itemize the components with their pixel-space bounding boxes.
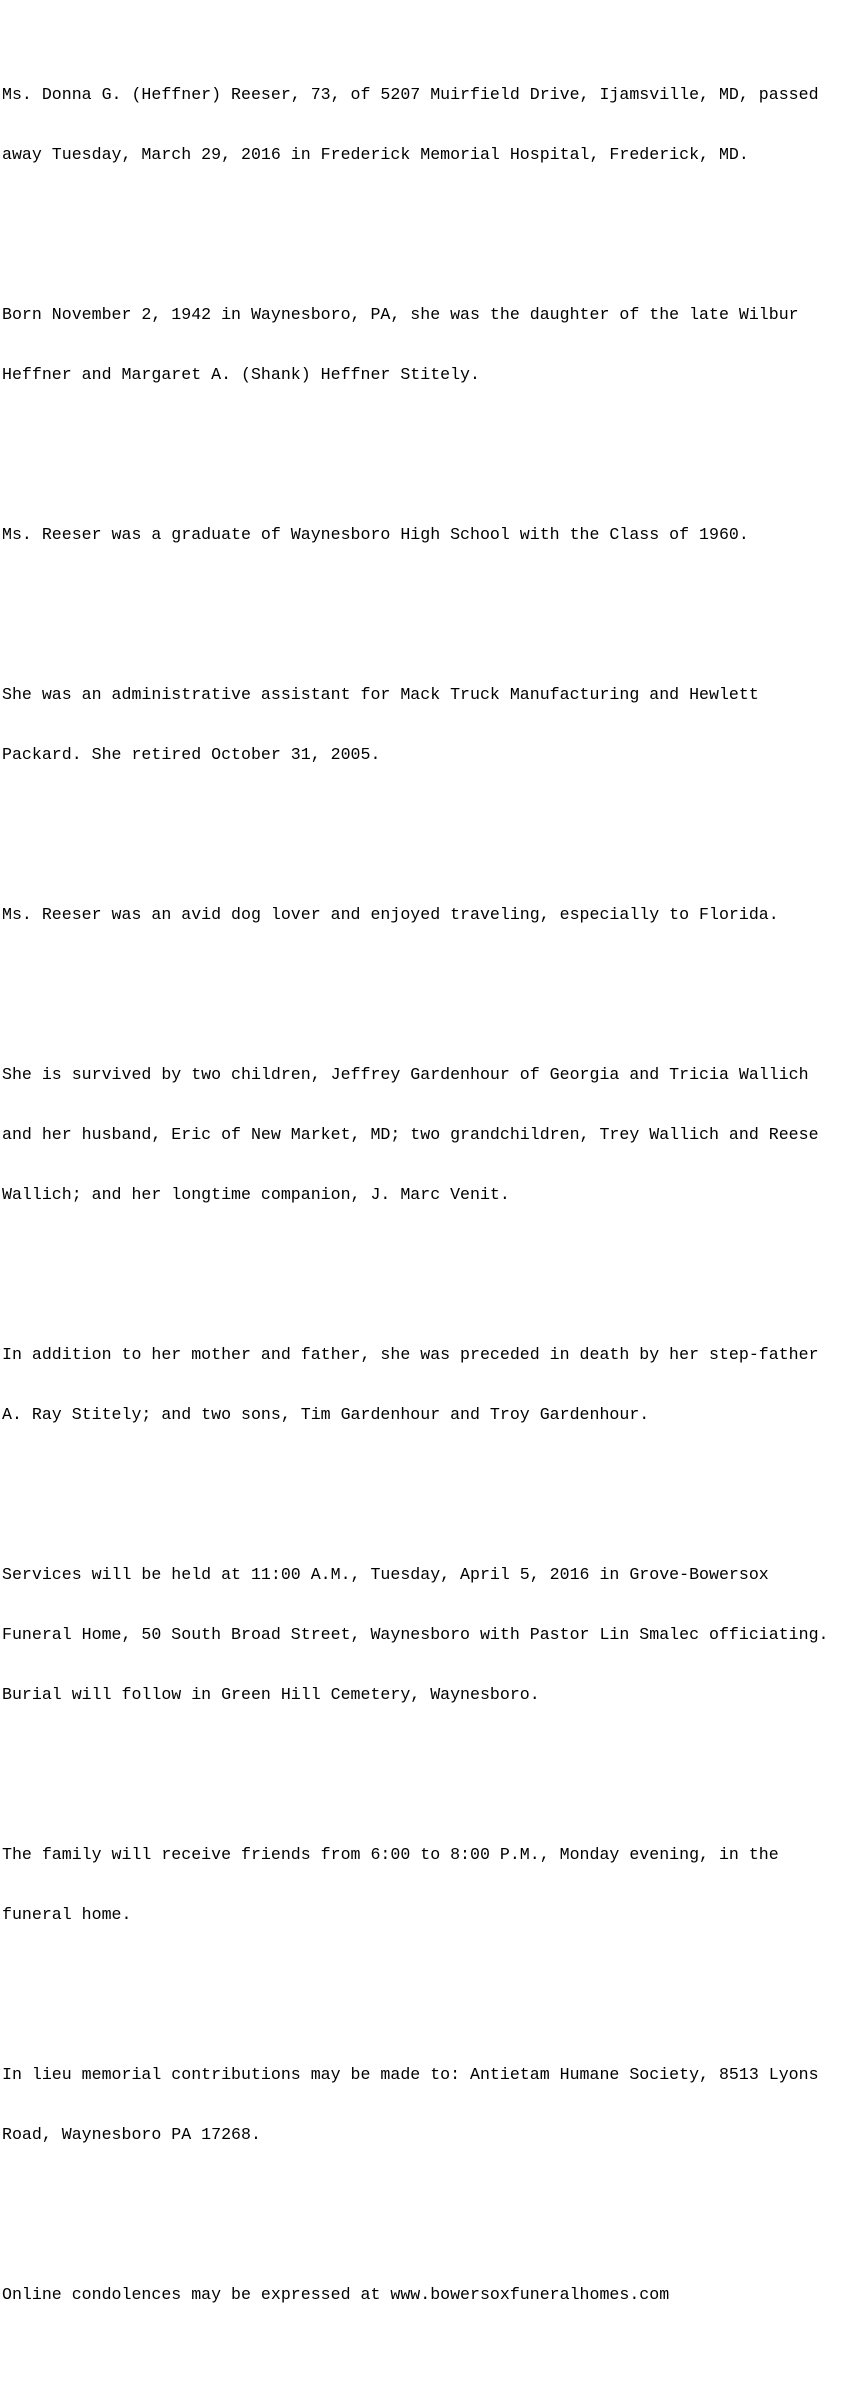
text-line: funeral home.: [2, 1905, 132, 1924]
paragraph-visitation: [2, 1805, 852, 1965]
paragraph-interests: [2, 865, 852, 965]
text-line: She is survived by two children, Jeffrey Gardenhour of Georgia and Tricia Wallich: [2, 1065, 809, 1084]
paragraph-death-notice: [2, 45, 852, 205]
text-line: Ms. Reeser was an avid dog lover and enjoyed traveling, especially to Florida.: [2, 905, 779, 924]
text-line: In addition to her mother and father, she was preceded in death by her step-father: [2, 1345, 819, 1364]
text-line: Born November 2, 1942 in Waynesboro, PA, she was the daughter of the late Wilbur: [2, 305, 799, 324]
text-line: and her husband, Eric of New Market, MD; two grandchildren, Trey Wallich and Reese: [2, 1125, 819, 1144]
text-line: Services will be held at 11:00 A.M., Tuesday, April 5, 2016 in Grove-Bowersox: [2, 1565, 769, 1584]
text-line: Ms. Donna G. (Heffner) Reeser, 73, of 5207 Muirfield Drive, Ijamsville, MD, passed: [2, 85, 819, 104]
text-line: She was an administrative assistant for Mack Truck Manufacturing and Hewlett: [2, 685, 759, 704]
paragraph-birth: [2, 265, 852, 425]
text-line: Online condolences may be expressed at www.bowersoxfuneralhomes.com: [2, 2285, 670, 2304]
text-line: Packard. She retired October 31, 2005.: [2, 745, 381, 764]
text-line: Burial will follow in Green Hill Cemetery, Waynesboro.: [2, 1685, 540, 1704]
paragraph-survivors: [2, 1025, 852, 1245]
paragraph-condolences: [2, 2245, 852, 2345]
text-line: away Tuesday, March 29, 2016 in Frederick Memorial Hospital, Frederick, MD.: [2, 145, 749, 164]
text-line: Road, Waynesboro PA 17268.: [2, 2125, 261, 2144]
paragraph-preceded-in-death: [2, 1305, 852, 1465]
paragraph-services: [2, 1525, 852, 1745]
text-line: Ms. Reeser was a graduate of Waynesboro High School with the Class of 1960.: [2, 525, 749, 544]
text-line: The family will receive friends from 6:00 to 8:00 P.M., Monday evening, in the: [2, 1845, 779, 1864]
obituary-document: [2, 5, 852, 2385]
text-line: In lieu memorial contributions may be made to: Antietam Humane Society, 8513 Lyons: [2, 2065, 819, 2084]
paragraph-memorial-contributions: [2, 2025, 852, 2185]
text-line: Funeral Home, 50 South Broad Street, Waynesboro with Pastor Lin Smalec officiating.: [2, 1625, 829, 1644]
paragraph-education: [2, 485, 852, 585]
text-line: A. Ray Stitely; and two sons, Tim Gardenhour and Troy Gardenhour.: [2, 1405, 650, 1424]
text-line: Heffner and Margaret A. (Shank) Heffner Stitely.: [2, 365, 480, 384]
text-line: Wallich; and her longtime companion, J. Marc Venit.: [2, 1185, 510, 1204]
paragraph-career: [2, 645, 852, 805]
